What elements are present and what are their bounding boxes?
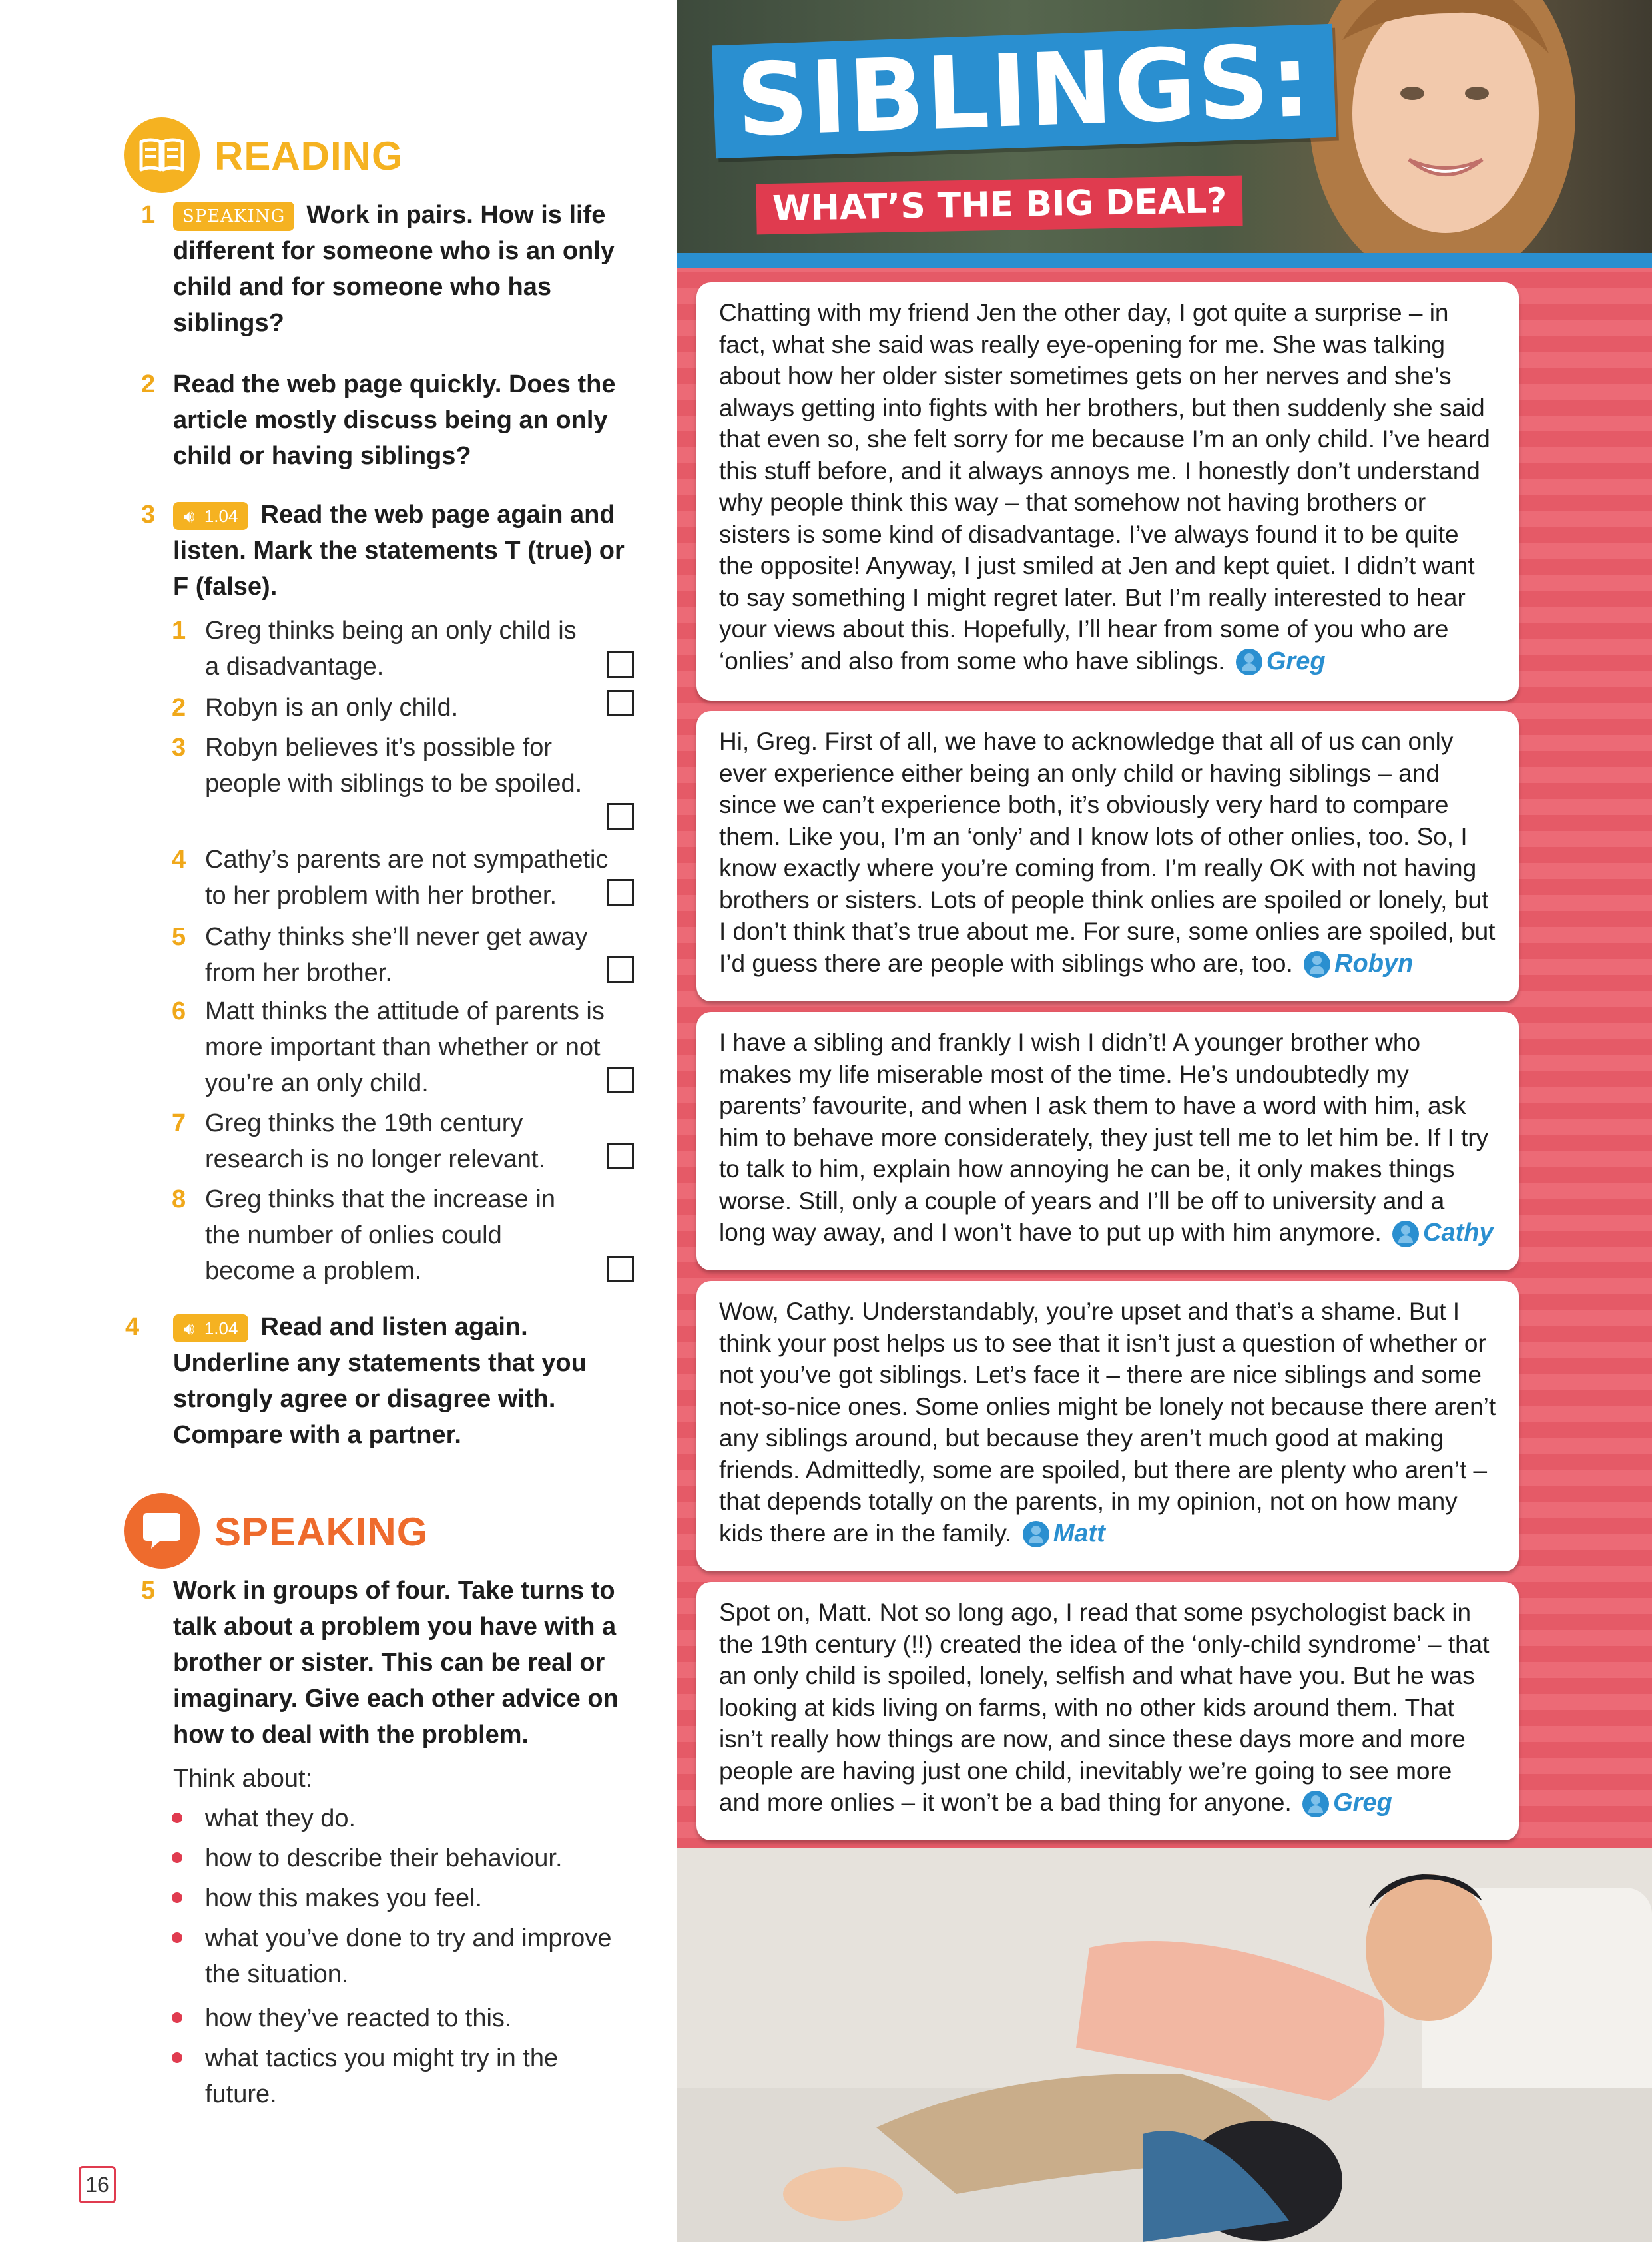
true-false-checkbox[interactable] — [607, 690, 634, 716]
author-name: Greg — [1266, 647, 1326, 675]
post-text: Hi, Greg. First of all, we have to acknowledge that all of us can only ever experience either being an only child or having siblings – and since we can’t experience both, it’s obviously very hard to compare them. Like you, I’m an ‘only’ and I know lots of other onlies, too. So, I know exactly where you’re coming from. I’m really OK with not having brothers or sisters. Lots of people think onlies are spoiled or lonely, but I don’t think that’s true about me. For sure, some onlies are spoiled, but I’d guess there are people with siblings who are, too. — [719, 728, 1496, 977]
speaker-icon: 🔊︎ — [184, 505, 195, 526]
statement-number: 3 — [172, 734, 186, 762]
true-false-checkbox[interactable] — [607, 956, 634, 983]
statement-number: 5 — [172, 923, 186, 951]
forum-post — [696, 1582, 1519, 1840]
post-author[interactable] — [1304, 948, 1413, 980]
article-title: SIBLINGS: — [712, 24, 1336, 158]
speaker-icon: 🔊︎ — [184, 1318, 195, 1338]
bullet-text: what tactics you might try in the future. — [205, 2044, 559, 2108]
question-3-text: Read the web page again and listen. Mark the statements T (true) or F (false). — [173, 501, 625, 601]
question-2-text: Read the web page quickly. Does the article mostly discuss being an only child or having siblings? — [173, 370, 616, 470]
post-text: I have a sibling and frankly I wish I didn’t! A younger brother who makes my life miserable most of the time. He’s undoubtedly my parents’ favourite, and when I ask them to have a word with him, ask him to behave more considerately, they just tell me to let him be. If I try to talk to him, explain how annoying he can be, it only makes things worse. Still, only a couple of years and I’ll be off to university and a long way away, and I won’t have to put up with him anymore. — [719, 1029, 1489, 1246]
bullet-icon — [172, 2012, 182, 2023]
statement-text: Greg thinks being an only child is a disadvantage. — [205, 617, 577, 681]
statement-number: 4 — [172, 846, 186, 874]
true-false-checkbox[interactable] — [607, 1067, 634, 1093]
true-false-checkbox[interactable] — [607, 651, 634, 678]
statement-number: 1 — [172, 617, 186, 645]
girl-portrait-image — [1302, 0, 1582, 253]
post-text: Chatting with my friend Jen the other day, I got quite a surprise – in fact, what she said was really eye-opening for me. She was talking about how her older sister sometimes gets on her nerves and she’s always getting into fights with her brothers, but then suddenly she said that even so, she felt sorry for me because I’m an only child. I’ve heard this stuff before, and it always annoys me. I honestly don’t understand why people think this way – that somehow not having brothers or sisters is some kind of disadvantage. I’ve always found it to be quite the opposite! Anyway, I just smiled at Jen and kept quiet. I didn’t want to say something I might regret later. But I’m really interested to hear your views about this. Hopefully, I’ll hear from some of you who are ‘onlies’ and also from some who have siblings. — [719, 299, 1490, 675]
question-number: 1 — [141, 201, 156, 229]
header-photo — [677, 0, 1652, 253]
author-name: Greg — [1333, 1789, 1392, 1817]
statement-text: Matt thinks the attitude of parents is more important than whether or not you’re an only child. — [205, 997, 605, 1097]
true-false-checkbox[interactable] — [607, 1143, 634, 1169]
true-false-checkbox[interactable] — [607, 803, 634, 830]
statement-number: 6 — [172, 997, 186, 1025]
bullet-text: what you’ve done to try and improve the situation. — [205, 1924, 612, 1988]
header-divider — [677, 253, 1652, 268]
question-number: 5 — [141, 1577, 156, 1605]
question-number: 3 — [141, 501, 156, 529]
post-author[interactable] — [1023, 1518, 1105, 1550]
question-3 — [173, 497, 646, 605]
boys-playing-photo — [677, 1848, 1652, 2242]
statement-text: Cathy’s parents are not sympathetic to her problem with her brother. — [205, 846, 609, 910]
article-column — [677, 0, 1652, 2242]
forum-post — [696, 711, 1519, 1001]
post-text: Spot on, Matt. Not so long ago, I read that some psychologist back in the 19th century (!!) created the idea of the ‘only-child syndrome’ – that an only child is spoiled, lonely, selfish and what have you. But he was looking at kids living on farms, with no other kids around them. That isn’t really how things are now, and since these days more and more people are having just one child, inevitably we’re going to see more and more onlies – it won’t be a bad thing for anyone. — [719, 1599, 1490, 1816]
user-icon — [1236, 649, 1262, 675]
user-icon — [1304, 951, 1330, 978]
audio-track-number: 1.04 — [204, 1318, 238, 1338]
author-name: Cathy — [1423, 1219, 1494, 1247]
question-4-text: Read and listen again. Underline any statements that you strongly agree or disagree with. Compare with a partner. — [173, 1313, 587, 1449]
bullet-text: how they’ve reacted to this. — [205, 2004, 512, 2032]
bullet-text: what they do. — [205, 1805, 356, 1832]
statement-text: Cathy thinks she’ll never get away from her brother. — [205, 923, 588, 987]
post-author[interactable] — [1392, 1217, 1494, 1249]
forum-post — [696, 1012, 1519, 1270]
audio-track-number: 1.04 — [204, 505, 238, 526]
page-number: 16 — [79, 2166, 116, 2203]
statement-text: Robyn believes it’s possible for people with siblings to be spoiled. — [205, 734, 583, 798]
true-false-checkbox[interactable] — [607, 879, 634, 906]
author-name: Matt — [1053, 1519, 1105, 1547]
audio-track-button[interactable] — [173, 1314, 248, 1342]
forum-post — [696, 1281, 1519, 1571]
question-number: 4 — [125, 1313, 140, 1341]
user-icon — [1023, 1521, 1049, 1547]
speaking-tag: SPEAKING — [173, 202, 294, 231]
question-1-text: Work in pairs. How is life different for someone who is an only child and for someone who has siblings? — [173, 201, 615, 337]
question-4 — [173, 1309, 639, 1453]
article-subtitle: WHAT’S THE BIG DEAL? — [756, 176, 1243, 235]
boys-on-sofa-image — [677, 1848, 1652, 2242]
bullet-text: how to describe their behaviour. — [205, 1844, 563, 1872]
statement-text: Greg thinks that the increase in the number of onlies could become a problem. — [205, 1185, 555, 1285]
true-false-checkbox[interactable] — [607, 1256, 634, 1282]
bullet-icon — [172, 1932, 182, 1943]
book-icon — [124, 117, 200, 193]
statement-text: Greg thinks the 19th century research is no longer relevant. — [205, 1109, 546, 1173]
statement-number: 8 — [172, 1185, 186, 1213]
post-author[interactable] — [1302, 1787, 1392, 1819]
statement-number: 7 — [172, 1109, 186, 1137]
statement-text: Robyn is an only child. — [205, 694, 459, 722]
user-icon — [1392, 1221, 1419, 1247]
question-number: 2 — [141, 370, 156, 398]
author-name: Robyn — [1334, 949, 1414, 978]
audio-track-button[interactable] — [173, 502, 248, 530]
think-about-label: Think about: — [173, 1765, 313, 1793]
question-5-text: Work in groups of four. Take turns to talk about a problem you have with a brother or sister. This can be real or imaginary. Give each other advice on how to deal with the problem. — [173, 1577, 619, 1749]
speaking-title: SPEAKING — [214, 1510, 429, 1554]
forum-post — [696, 282, 1519, 701]
reading-title: READING — [214, 134, 404, 178]
bullet-icon — [172, 1892, 182, 1903]
post-text: Wow, Cathy. Understandably, you’re upset and that’s a shame. But I think your post helps us to see that it isn’t just a question of whether or not you’ve got siblings. Let’s face it – there are nice siblings and some not-so-nice ones. Some onlies might be lonely not because there aren’t any siblings around, but because they aren’t much good at making friends. Admittedly, some are spoiled, but there are plenty who aren’t – that depends totally on the parents, in my opinion, not on how many kids there are in the family. — [719, 1298, 1496, 1547]
statement-number: 2 — [172, 694, 186, 722]
exercise-column — [0, 0, 677, 2242]
question-1 — [173, 197, 639, 341]
user-icon — [1302, 1791, 1329, 1817]
bullet-text: how this makes you feel. — [205, 1884, 483, 1912]
speech-bubble-icon — [124, 1493, 200, 1569]
post-author[interactable] — [1236, 646, 1326, 678]
bullet-icon — [172, 1813, 182, 1823]
bullet-icon — [172, 2052, 182, 2063]
bullet-icon — [172, 1852, 182, 1863]
